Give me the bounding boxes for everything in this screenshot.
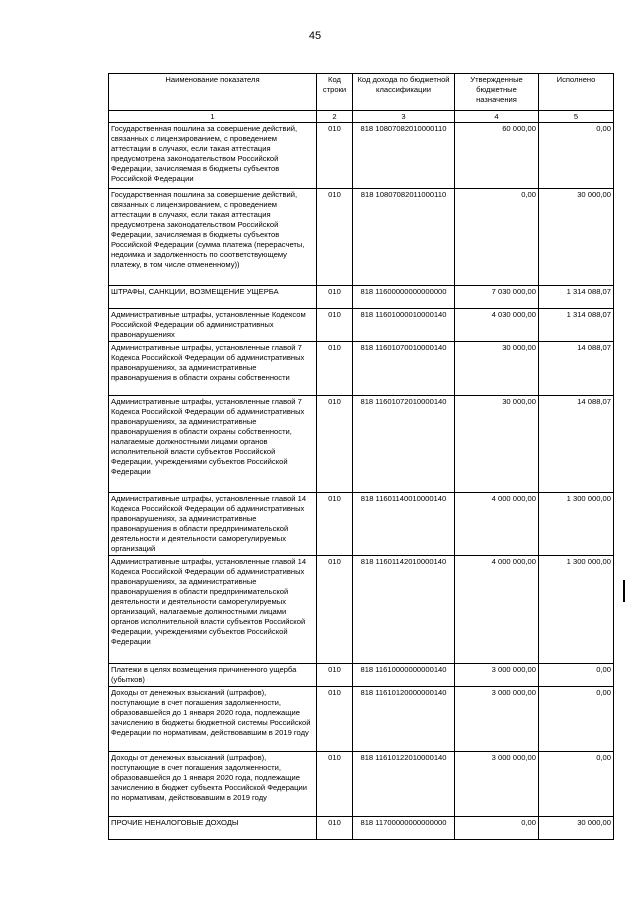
row-approved: 60 000,00 — [455, 123, 539, 189]
row-line-code: 010 — [317, 286, 353, 309]
row-line-code: 010 — [317, 556, 353, 664]
page-number: 45 — [308, 30, 322, 42]
row-income-code: 818 11600000000000000 — [353, 286, 455, 309]
row-name: Административные штрафы, установленные главой 14 Кодекса Российской Федерации об административных правонарушениях, за административные правонарушения в области предпринимательской деятельности и деятельности саморегулируемых организаций — [109, 493, 317, 556]
table-row — [109, 342, 614, 396]
row-approved: 3 000 000,00 — [455, 664, 539, 687]
row-name: Государственная пошлина за совершение действий, связанных с лицензированием, с проведением аттестации в случаях, если такая аттестация предусмотрена законодательством Российской Федерации, зачисляемая в бюджеты субъектов Российской Федерации — [109, 123, 317, 189]
row-executed: 1 314 088,07 — [539, 309, 614, 342]
row-name: Платежи в целях возмещения причиненного ущерба (убытков) — [109, 664, 317, 687]
row-name: ШТРАФЫ, САНКЦИИ, ВОЗМЕЩЕНИЕ УЩЕРБА — [109, 286, 317, 309]
table-header-row — [109, 74, 614, 111]
row-approved: 7 030 000,00 — [455, 286, 539, 309]
row-income-code: 818 11700000000000000 — [353, 817, 455, 840]
row-line-code: 010 — [317, 687, 353, 752]
row-executed: 14 088,07 — [539, 396, 614, 493]
column-number-row — [109, 111, 614, 123]
row-line-code: 010 — [317, 817, 353, 840]
table-row — [109, 309, 614, 342]
row-line-code: 010 — [317, 493, 353, 556]
row-approved: 30 000,00 — [455, 396, 539, 493]
row-line-code: 010 — [317, 752, 353, 817]
row-approved: 4 000 000,00 — [455, 493, 539, 556]
row-name: Доходы от денежных взысканий (штрафов), поступающие в счет погашения задолженности, образовавшейся до 1 января 2020 года, подлежащие зачислению в бюджет субъекта Российской Федерации по нормативам, действовавшим в 2019 году — [109, 752, 317, 817]
scan-edge-mark — [623, 580, 625, 602]
row-approved: 0,00 — [455, 189, 539, 286]
column-number: 4 — [455, 111, 539, 123]
column-number: 1 — [109, 111, 317, 123]
row-income-code: 818 11601140010000140 — [353, 493, 455, 556]
row-income-code: 818 11601000010000140 — [353, 309, 455, 342]
table-row — [109, 687, 614, 752]
column-number: 3 — [353, 111, 455, 123]
row-line-code: 010 — [317, 664, 353, 687]
header-approved: Утвержденные бюджетные назначения — [455, 74, 539, 111]
row-approved: 0,00 — [455, 817, 539, 840]
table-row — [109, 752, 614, 817]
row-approved: 4 030 000,00 — [455, 309, 539, 342]
row-executed: 0,00 — [539, 687, 614, 752]
row-approved: 4 000 000,00 — [455, 556, 539, 664]
table-row — [109, 817, 614, 840]
row-name: ПРОЧИЕ НЕНАЛОГОВЫЕ ДОХОДЫ — [109, 817, 317, 840]
row-name: Административные штрафы, установленные главой 7 Кодекса Российской Федерации об административных правонарушениях, за административные правонарушения в области охраны собственности, налагаемые должностными лицами органов исполнительной власти субъектов Российской Федерации, учреждениями субъектов Российской Федерации — [109, 396, 317, 493]
budget-income-table — [108, 73, 614, 840]
row-name: Государственная пошлина за совершение действий, связанных с лицензированием, с проведением аттестации в случаях, если такая аттестация предусмотрена законодательством Российской Федерации, зачисляемая в бюджеты субъектов Российской Федерации (сумма платежа (перерасчеты, недоимка и задолженность по соответствующему платежу, в том числе отмененному)) — [109, 189, 317, 286]
row-approved: 3 000 000,00 — [455, 687, 539, 752]
table-row — [109, 556, 614, 664]
row-name: Административные штрафы, установленные Кодексом Российской Федерации об административных правонарушениях — [109, 309, 317, 342]
row-income-code: 818 10807082011000110 — [353, 189, 455, 286]
row-line-code: 010 — [317, 396, 353, 493]
row-approved: 3 000 000,00 — [455, 752, 539, 817]
row-income-code: 818 11601072010000140 — [353, 396, 455, 493]
row-executed: 0,00 — [539, 123, 614, 189]
column-number: 2 — [317, 111, 353, 123]
table-row — [109, 664, 614, 687]
row-name: Административные штрафы, установленные главой 7 Кодекса Российской Федерации об административных правонарушениях, за административные правонарушения в области охраны собственности — [109, 342, 317, 396]
row-income-code: 818 11601142010000140 — [353, 556, 455, 664]
row-income-code: 818 11610122010000140 — [353, 752, 455, 817]
row-income-code: 818 11601070010000140 — [353, 342, 455, 396]
row-executed: 0,00 — [539, 752, 614, 817]
table-row — [109, 286, 614, 309]
header-line-code: Код строки — [317, 74, 353, 111]
row-executed: 1 300 000,00 — [539, 493, 614, 556]
column-number: 5 — [539, 111, 614, 123]
row-approved: 30 000,00 — [455, 342, 539, 396]
row-income-code: 818 10807082010000110 — [353, 123, 455, 189]
table-row — [109, 189, 614, 286]
row-executed: 0,00 — [539, 664, 614, 687]
header-name: Наименование показателя — [109, 74, 317, 111]
row-executed: 14 088,07 — [539, 342, 614, 396]
row-line-code: 010 — [317, 123, 353, 189]
row-income-code: 818 11610000000000140 — [353, 664, 455, 687]
table-row — [109, 493, 614, 556]
row-name: Административные штрафы, установленные главой 14 Кодекса Российской Федерации об административных правонарушениях, за административные правонарушения в области предпринимательской деятельности и деятельности саморегулируемых организаций, налагаемые должностными лицами органов исполнительной власти субъектов Российской Федерации, учреждениями субъектов Российской Федерации — [109, 556, 317, 664]
row-executed: 1 300 000,00 — [539, 556, 614, 664]
row-executed: 30 000,00 — [539, 189, 614, 286]
row-name: Доходы от денежных взысканий (штрафов), поступающие в счет погашения задолженности, образовавшейся до 1 января 2020 года, подлежащие зачислению в бюджеты бюджетной системы Российской Федерации по нормативам, действовавшим в 2019 году — [109, 687, 317, 752]
row-income-code: 818 11610120000000140 — [353, 687, 455, 752]
header-income-code: Код дохода по бюджетной классификации — [353, 74, 455, 111]
table-row — [109, 123, 614, 189]
row-executed: 1 314 088,07 — [539, 286, 614, 309]
row-executed: 30 000,00 — [539, 817, 614, 840]
row-line-code: 010 — [317, 189, 353, 286]
table-row — [109, 396, 614, 493]
row-line-code: 010 — [317, 309, 353, 342]
header-executed: Исполнено — [539, 74, 614, 111]
row-line-code: 010 — [317, 342, 353, 396]
